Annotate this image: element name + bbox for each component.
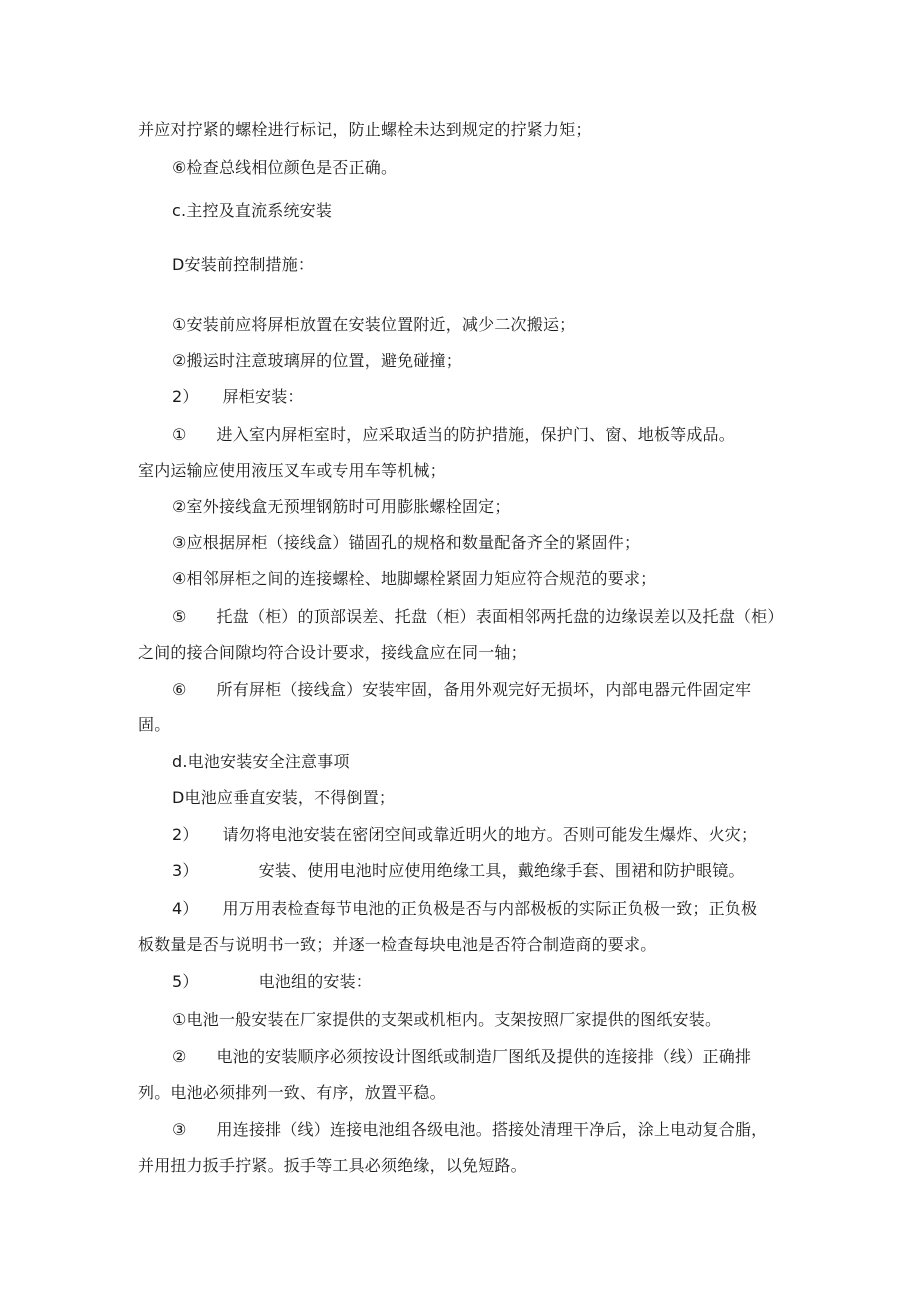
text-line: 并应对拧紧的螺栓进行标记，防止螺栓未达到规定的拧紧力矩； — [138, 120, 592, 139]
item-text: 屏柜安装： — [222, 387, 304, 406]
section-heading: d.电池安装安全注意事项 — [172, 752, 350, 771]
list-item — [172, 1046, 751, 1068]
list-item — [172, 824, 757, 846]
text-line: 并用扭力扳手拧紧。扳手等工具必须绝缘，以免短路。 — [138, 1156, 527, 1175]
subsection-heading: D安装前控制措施： — [172, 255, 315, 274]
item-text: 用连接排（线）连接电池组各级电池。搭接处清理干净后，涂上电动复合脂， — [216, 1120, 768, 1139]
item-number: ③ — [172, 1120, 187, 1139]
item-number: ② — [172, 1047, 187, 1066]
list-item — [172, 898, 757, 920]
subsection-heading — [172, 386, 304, 408]
text-line: 固。 — [138, 715, 171, 734]
list-item: ①安装前应将屏柜放置在安装位置附近，减少二次搬运； — [172, 315, 576, 334]
list-item: ②室外接线盒无预埋钢筋时可用膨胀螺栓固定； — [172, 497, 511, 516]
item-text: 电池的安装顺序必须按设计图纸或制造厂图纸及提供的连接排（线）正确排 — [216, 1047, 752, 1066]
text-line: ⑥检查总线相位颜色是否正确。 — [172, 158, 398, 177]
list-item: ④相邻屏柜之间的连接螺栓、地脚螺栓紧固力矩应符合规范的要求； — [172, 569, 657, 588]
list-item — [172, 606, 784, 628]
text-line: 板数量是否与说明书一致；并逐一检查每块电池是否符合制造商的要求。 — [138, 935, 657, 954]
section-heading: c.主控及直流系统安装 — [172, 201, 333, 220]
item-text: 用万用表检查每节电池的正负极是否与内部极板的实际正负极一致；正负极 — [222, 899, 758, 918]
item-number: 4） — [172, 899, 199, 918]
list-item — [172, 424, 735, 446]
item-number: ① — [172, 425, 187, 444]
item-number: ⑥ — [172, 680, 187, 699]
text-line: 之间的接合间隙均符合设计要求，接线盒应在同一轴； — [138, 643, 527, 662]
list-item: ②搬运时注意玻璃屏的位置，避免碰撞； — [172, 351, 462, 370]
list-item: D电池应垂直安装，不得倒置； — [172, 788, 396, 807]
list-item — [172, 860, 745, 882]
item-text: 请勿将电池安装在密闭空间或靠近明火的地方。否则可能发生爆炸、火灾； — [222, 825, 758, 844]
list-item: ③应根据屏柜（接线盒）锚固孔的规格和数量配备齐全的紧固件； — [172, 533, 641, 552]
list-item: ①电池一般安装在厂家提供的支架或机柜内。支架按照厂家提供的图纸安装。 — [172, 1010, 722, 1029]
item-text: 电池组的安装： — [258, 972, 372, 991]
subsection-heading — [172, 971, 372, 993]
list-item — [172, 679, 751, 701]
item-number: 2） — [172, 825, 199, 844]
text-line: 室内运输应使用液压叉车或专用车等机械； — [138, 461, 446, 480]
item-text: 安装、使用电池时应使用绝缘工具，戴绝缘手套、围裙和防护眼镜。 — [258, 861, 745, 880]
item-text: 所有屏柜（接线盒）安装牢固，备用外观完好无损坏，内部电器元件固定牢 — [216, 680, 752, 699]
item-number: 2） — [172, 387, 199, 406]
item-number: 5） — [172, 972, 199, 991]
text-line: 列。电池必须排列一致、有序，放置平稳。 — [138, 1083, 446, 1102]
item-text: 进入室内屏柜室时，应采取适当的防护措施，保护门、窗、地板等成品。 — [216, 425, 735, 444]
item-number: 3） — [172, 861, 199, 880]
item-number: ⑤ — [172, 607, 187, 626]
list-item — [172, 1119, 767, 1141]
item-text: 托盘（柜）的顶部误差、托盘（柜）表面相邻两托盘的边缘误差以及托盘（柜） — [216, 607, 784, 626]
